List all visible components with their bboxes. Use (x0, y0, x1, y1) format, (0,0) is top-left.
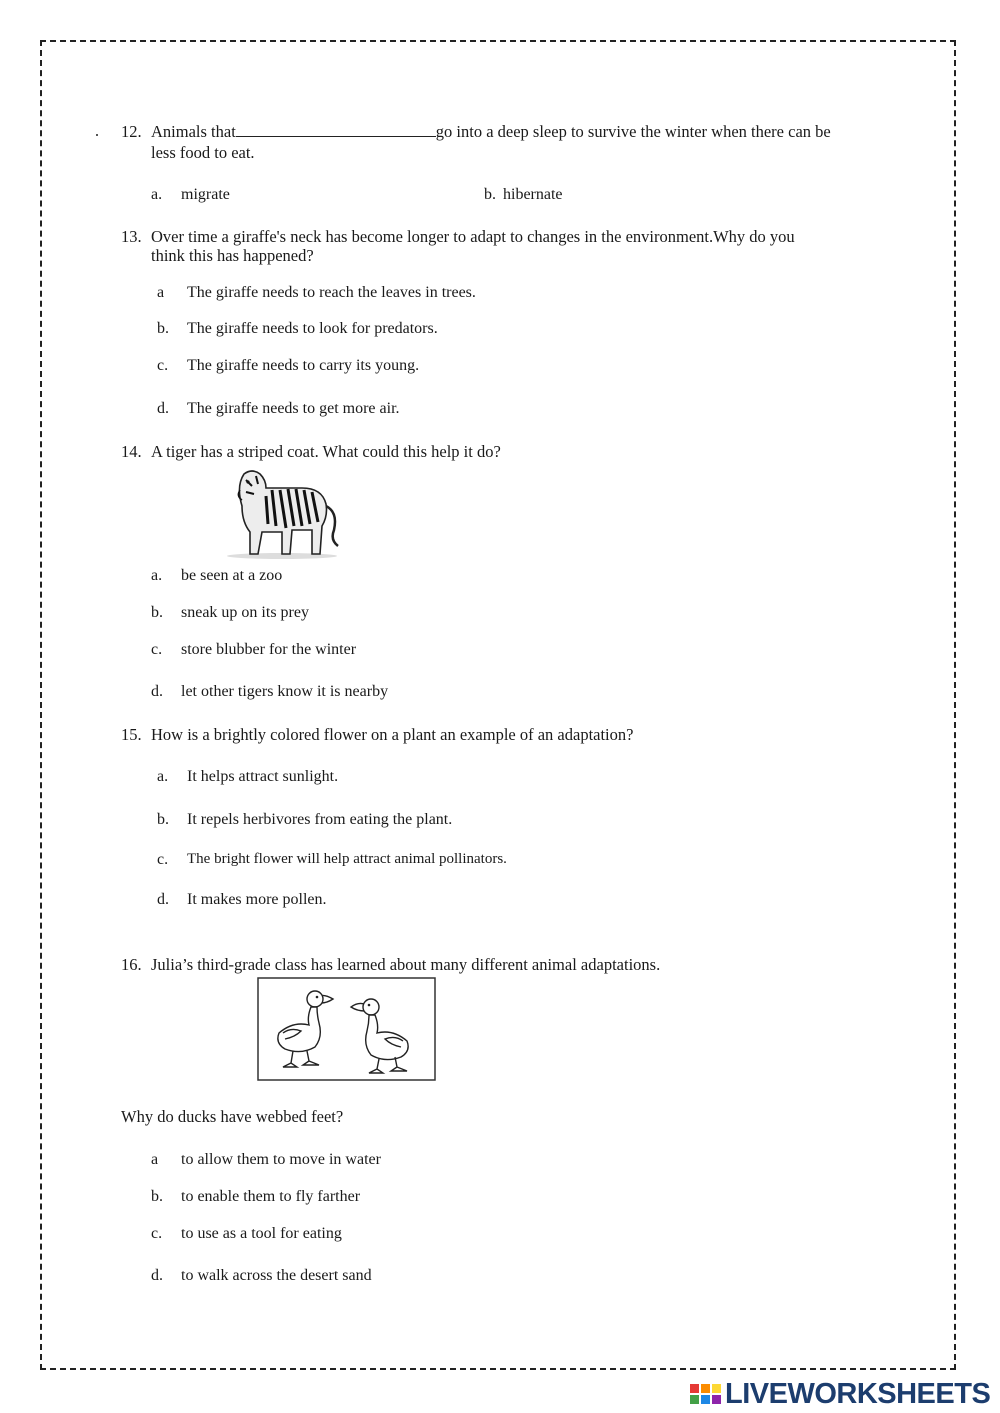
option-c-text[interactable]: The giraffe needs to carry its young. (187, 357, 420, 374)
logo-square (701, 1384, 710, 1393)
option-letter: a. (151, 567, 163, 584)
logo-square (690, 1395, 699, 1404)
question-number: 13. (121, 227, 142, 246)
option-b-text[interactable]: It repels herbivores from eating the plant. (187, 811, 453, 828)
logo-square (712, 1384, 721, 1393)
question-number: 12. (121, 122, 142, 141)
question-text-line1: Over time a giraffe's neck has become longer to adapt to changes in the environment.Why do you (151, 227, 795, 246)
option-letter: c. (151, 641, 163, 658)
option-c-text[interactable]: to use as a tool for eating (181, 1225, 342, 1242)
question-number: 15. (121, 725, 142, 744)
logo-square (690, 1384, 699, 1393)
option-letter: b. (484, 186, 496, 203)
answer-blank[interactable] (236, 122, 436, 137)
logo-square (701, 1395, 710, 1404)
option-letter: c. (157, 851, 169, 868)
option-letter: c. (157, 357, 169, 374)
question-text-followup: Why do ducks have webbed feet? (121, 1107, 344, 1126)
question-text-after: go into a deep sleep to survive the winter when there can be (435, 122, 831, 141)
option-b-text[interactable]: sneak up on its prey (181, 604, 309, 621)
question-text: How is a brightly colored flower on a plant an example of an adaptation? (151, 725, 634, 744)
option-letter: d. (151, 1267, 163, 1284)
logo-square (712, 1395, 721, 1404)
option-a-text[interactable]: to allow them to move in water (181, 1151, 381, 1168)
stray-dot (96, 134, 98, 136)
tiger-illustration (222, 466, 342, 560)
question-text-line2: think this has happened? (151, 246, 314, 265)
option-a-text[interactable]: The giraffe needs to reach the leaves in trees. (187, 284, 476, 301)
option-d-text[interactable]: to walk across the desert sand (181, 1267, 372, 1284)
option-letter: a. (151, 186, 163, 203)
option-letter: d. (157, 400, 169, 417)
option-letter: a. (157, 768, 169, 785)
option-letter: b. (151, 1188, 163, 1205)
question-text: A tiger has a striped coat. What could this help it do? (151, 442, 501, 461)
option-letter: d. (151, 683, 163, 700)
option-d-text[interactable]: let other tigers know it is nearby (181, 683, 389, 700)
option-letter: b. (157, 811, 169, 828)
question-text-before: Animals that (151, 122, 236, 141)
option-a-text[interactable]: It helps attract sunlight. (187, 768, 339, 785)
option-a-text[interactable]: be seen at a zoo (181, 567, 283, 584)
question-text: Julia’s third-grade class has learned about many different animal adaptations. (151, 955, 661, 974)
logo-text: LIVEWORKSHEETS (725, 1377, 991, 1410)
question-text-line1 (151, 122, 831, 141)
option-letter: a (151, 1151, 159, 1168)
option-b-text[interactable]: hibernate (503, 186, 563, 203)
option-letter: b. (151, 604, 163, 621)
option-b-text[interactable]: The giraffe needs to look for predators. (187, 320, 438, 337)
liveworksheets-logo (690, 1377, 990, 1411)
option-letter: b. (157, 320, 169, 337)
option-c-text[interactable]: The bright flower will help attract animal pollinators. (187, 851, 507, 867)
question-text-line2: less food to eat. (151, 143, 255, 162)
option-b-text[interactable]: to enable them to fly farther (181, 1188, 361, 1205)
logo-mark-icon (690, 1384, 721, 1404)
question-number: 16. (121, 955, 142, 974)
option-d-text[interactable]: It makes more pollen. (187, 891, 327, 908)
question-number: 14. (121, 442, 142, 461)
option-letter: d. (157, 891, 169, 908)
option-d-text[interactable]: The giraffe needs to get more air. (187, 400, 400, 417)
option-letter: c. (151, 1225, 163, 1242)
option-a-text[interactable]: migrate (181, 186, 230, 203)
option-letter: a (157, 284, 165, 301)
ducks-illustration (257, 977, 436, 1081)
option-c-text[interactable]: store blubber for the winter (181, 641, 357, 658)
